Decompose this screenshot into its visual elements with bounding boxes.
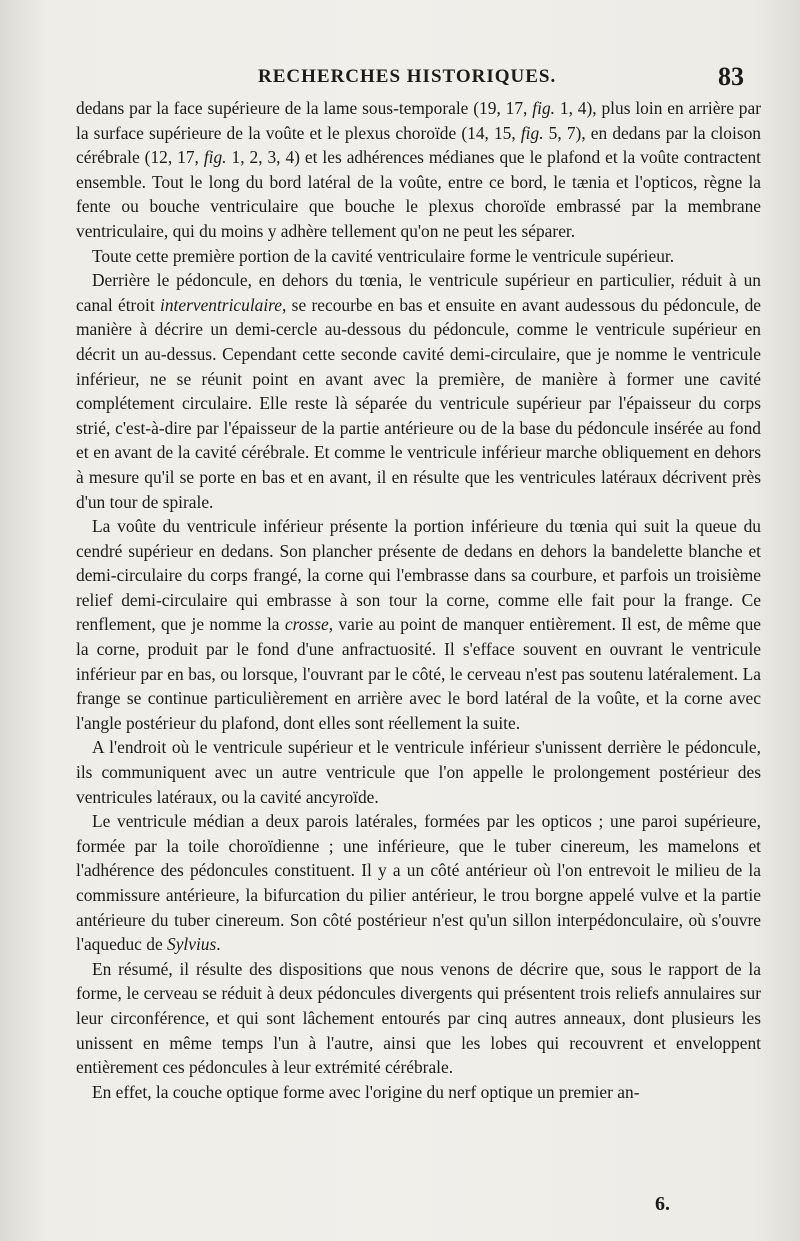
text-run: 1, 2, 3, 4) et les adhérences médianes que le plafond et la voûte contractent ensemble. Tout le long du bord latéral de la voûte, entre ce bord, le tænia et l'opticos, règne la fente ou bouche ventriculaire que bouche le plexus choroïde embrassé par la membrane ventriculaire, qui du moins y adhère tellement qu'on ne peut les séparer. xyxy=(76,147,761,241)
paragraph xyxy=(76,809,761,957)
text-run: Le ventricule médian a deux parois latérales, formées par les opticos ; une paroi supérieure, formée par la toile choroïdienne ; une inférieure, que le tuber cinereum, les mamelons et l'adhérence des pédoncules constituent. Il y a un côté antérieur où l'on entrevoit le milieu de la commissure antérieure, la bifurcation du pilier antérieur, le trou borgne appelé vulve et la partie antérieure du tuber cinereum. Son côté postérieur n'est qu'un sillon interpédonculaire, où s'ouvre l'aqueduc de xyxy=(76,811,761,955)
text-run: 5, 7), en dedans par la cloison cérébrale (12, 17, xyxy=(76,122,761,168)
italic-text-run: Sylvius xyxy=(167,934,217,955)
paragraph xyxy=(76,244,761,269)
page-number: 83 xyxy=(718,62,744,91)
italic-text-run: fig. xyxy=(532,98,555,118)
italic-text-run: interventriculaire xyxy=(160,294,283,315)
text-run: 1, 4), plus loin en arrière par la surface supérieure de la voûte et le plexus choroïde (14, 15, xyxy=(76,98,761,143)
body-text xyxy=(76,96,761,1104)
page-header xyxy=(0,62,800,98)
italic-text-run: crosse xyxy=(284,614,329,635)
paragraph xyxy=(76,1080,761,1105)
text-run: Derrière le pédoncule, en dehors du tœnia, le ventricule supérieur en particulier, réduit à un canal étroit xyxy=(76,270,761,315)
text-run: Toute cette première portion de la cavité ventriculaire forme le ventricule supérieur. xyxy=(92,245,675,266)
text-run: , se recourbe en bas et ensuite en avant audessous du pédoncule, de manière à décrire un demi-cercle au-dessous du pédoncule, comme le ventricule supérieur en décrit un au-dessus. Cependant cette seconde cavité demi-circulaire, que je nomme le ventricule inférieur, ne se réunit point en avant avec la première, de manière à former une cavité complétement circulaire. Elle reste là séparée du ventricule supérieur par l'épaisseur du corps strié, c'est-à-dire par l'épaisseur de la partie antérieure ou de la base du pédoncule insérée au fond et en avant de la cavité cérébrale. Et comme le ventricule inférieur marche obliquement en dehors à mesure qu'il se porte en bas et en avant, il en résulte que les ventricules latéraux décrivent près d'un tour de spirale. xyxy=(76,294,761,512)
italic-text-run: fig. xyxy=(203,147,227,168)
paragraph xyxy=(76,735,761,809)
signature-mark: 6. xyxy=(655,1193,670,1215)
paragraph xyxy=(76,514,761,735)
paragraph xyxy=(76,96,761,244)
text-run: , varie au point de manquer entièrement. Il est, de même que la corne, produit par le fond d'une anfractuosité. Il s'efface souvent en ouvrant le ventricule inférieur par en bas, ou lorsque, l'ouvrant par le côté, le cerveau n'est pas soutenu latéralement. La frange se continue particulièrement en arrière avec le bord latéral de la voûte, et la corne avec l'angle postérieur du plafond, dont elles sont réellement la suite. xyxy=(76,614,762,733)
text-run: . xyxy=(216,934,221,955)
text-run: dedans par la face supérieure de la lame sous-temporale (19, 17, xyxy=(76,98,533,118)
text-run: A l'endroit où le ventricule supérieur et le ventricule inférieur s'unissent derrière le pédoncule, ils communiquent avec un autre ventricule que l'on appelle le prolongement postérieur des ventricules latéraux, ou la cavité ancyroïde. xyxy=(76,737,761,807)
paragraph xyxy=(76,957,761,1080)
text-run: En résumé, il résulte des dispositions que nous venons de décrire que, sous le rapport de la forme, le cerveau se réduit à deux pédoncules divergents qui présentent trois reliefs annulaires sur leur circonférence, et qui sont lâchement entourés par cinq autres anneaux, dont plusieurs les unissent en même temps l'un à l'autre, ainsi que les lobes qui recouvrent et enveloppent entièrement ces pédoncules à leur extrémité cérébrale. xyxy=(76,958,761,1078)
paragraph xyxy=(76,268,761,514)
text-run: En effet, la couche optique forme avec l'origine du nerf optique un premier an- xyxy=(92,1081,640,1102)
text-run: La voûte du ventricule inférieur présente la portion inférieure du tœnia qui suit la queue du cendré supérieur en dedans. Son plancher présente de dedans en dehors la bandelette blanche et demi-circulaire du corps frangé, la corne qui l'embrasse dans sa courbure, et parfois un troisième relief demi-circulaire qui embrasse à son tour la corne, comme elle fait pour la frange. Ce renflement, que je nomme la xyxy=(76,516,761,635)
running-head: RECHERCHES HISTORIQUES. xyxy=(258,66,557,87)
italic-text-run: fig. xyxy=(520,122,544,143)
